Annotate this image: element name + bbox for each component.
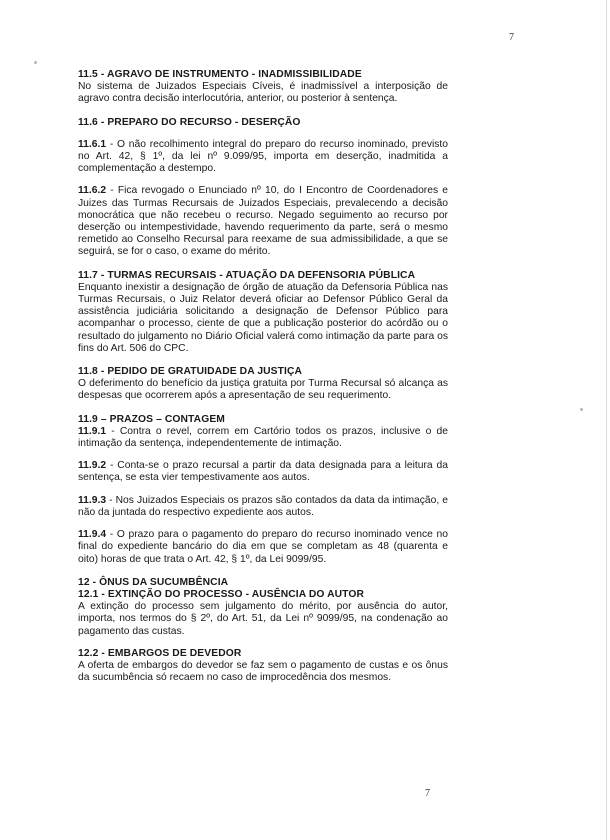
- paragraph-text: - Conta-se o prazo recursal a partir da data designada para a leitura da sentença, se esta vier tempestivamente aos autos.: [78, 460, 448, 484]
- paragraph-text: - O não recolhimento integral do preparo do recurso inominado, previsto no Art. 42, § 1º, da lei nº 9.099/95, importa em deserção, inadmitida a complementação a destempo.: [78, 138, 448, 175]
- paragraph-text: - O prazo para o pagamento do preparo do recurso inominado vence no final do expediente bancário do dia em que se completam as 48 (quarenta e oito) horas de que trata o Art. 42, § 1º, da Lei 9099/95.: [78, 529, 448, 565]
- paragraph-number: 11.9.1: [78, 425, 107, 437]
- paragraph-11-9-1: [78, 426, 448, 450]
- paragraph-11-9-3: [78, 495, 448, 519]
- scan-edge-line: [606, 0, 607, 840]
- paragraph-number: 11.6.2: [78, 185, 107, 197]
- section-paragraph: A extinção do processo sem julgamento do mérito, por ausência do autor, importa, nos termos do § 2º, do Art. 51, da Lei nº 9099/95, na condenação ao pagamento das custas.: [78, 601, 448, 637]
- section-heading: 11.5 - AGRAVO DE INSTRUMENTO - INADMISSIBILIDADE: [78, 69, 362, 80]
- page-number-top: 7: [509, 32, 514, 43]
- paragraph-text: - Fica revogado o Enunciado nº 10, do I Encontro de Coordenadores e Juizes das Turmas Recursais de Juizados Especiais, prevalecendo a decisão monocrática que não recebeu o recurso. Negado seguimento ao recurso por deserção ou intempestividade, havendo requerimento da parte, será o mesmo remetido ao Conselho Recursal para reexame de sua admissibilidade, a que se seguirá, se for o caso, o exame do mérito.: [78, 185, 448, 258]
- subsection-heading: 12.2 - EMBARGOS DE DEVEDOR: [78, 647, 242, 659]
- paragraph-number: 11.9.2: [78, 460, 107, 472]
- section-11-9: [78, 414, 448, 566]
- section-heading: 11.6 - PREPARO DO RECURSO - DESERÇÃO: [78, 116, 301, 128]
- section-11-6: [78, 117, 448, 259]
- paragraph-text: - Nos Juizados Especiais os prazos são contados da data da intimação, e não da juntada do respectivo expediente aos autos.: [78, 494, 448, 518]
- section-11-8: [78, 366, 448, 403]
- section-12: [78, 577, 448, 685]
- section-paragraph: No sistema de Juizados Especiais Cíveis, é inadmissível a interposição de agravo contra decisão interlocutória, anterior, ou posterior à sentença.: [78, 81, 448, 105]
- paragraph-number: 11.9.4: [78, 529, 107, 541]
- paragraph-11-9-2: [78, 460, 448, 484]
- document-body: [78, 69, 448, 695]
- paragraph-11-6-1: [78, 139, 448, 176]
- section-11-5: [78, 69, 448, 106]
- section-heading: 11.9 – PRAZOS – CONTAGEM: [78, 413, 225, 425]
- scan-speck: [34, 61, 37, 64]
- section-paragraph: Enquanto inexistir a designação de órgão de atuação da Defensoria Pública nas Turmas Recursais, o Juiz Relator deverá oficiar ao Defensor Público Geral da assistência judiciária solicitando a designação de Defensor Público para acompanhar o processo, ciente de que a publicação posterior do acórdão ou o resultado do julgamento no Diário Oficial valerá como intimação da parte para os fins do Art. 506 do CPC.: [78, 281, 448, 354]
- subsection-heading: 12.1 - EXTINÇÃO DO PROCESSO - AUSÊNCIA DO AUTOR: [78, 588, 364, 600]
- paragraph-number: 11.9.3: [78, 494, 107, 506]
- page-number-bottom: 7: [425, 788, 430, 799]
- paragraph-11-9-4: [78, 529, 448, 566]
- section-heading: 12 - ÔNUS DA SUCUMBÊNCIA: [78, 576, 229, 588]
- section-heading: 11.7 - TURMAS RECURSAIS - ATUAÇÃO DA DEFENSORIA PÚBLICA: [78, 269, 416, 281]
- section-11-7: [78, 270, 448, 355]
- paragraph-number: 11.6.1: [78, 138, 107, 150]
- scan-speck: [580, 408, 583, 411]
- paragraph-text: - Contra o revel, correm em Cartório todos os prazos, inclusive o de intimação da sentença, independentemente de intimação.: [78, 425, 448, 450]
- paragraph-11-6-2: [78, 185, 448, 258]
- section-heading: 11.8 - PEDIDO DE GRATUIDADE DA JUSTIÇA: [78, 366, 303, 378]
- section-paragraph: O deferimento do benefício da justiça gratuita por Turma Recursal só alcança as despesas que ocorrerem após a apresentação de seu requerimento.: [78, 378, 448, 402]
- section-paragraph: A oferta de embargos do devedor se faz sem o pagamento de custas e os ônus da sucumbência só recaem no caso de improcedência dos mesmos.: [78, 659, 448, 684]
